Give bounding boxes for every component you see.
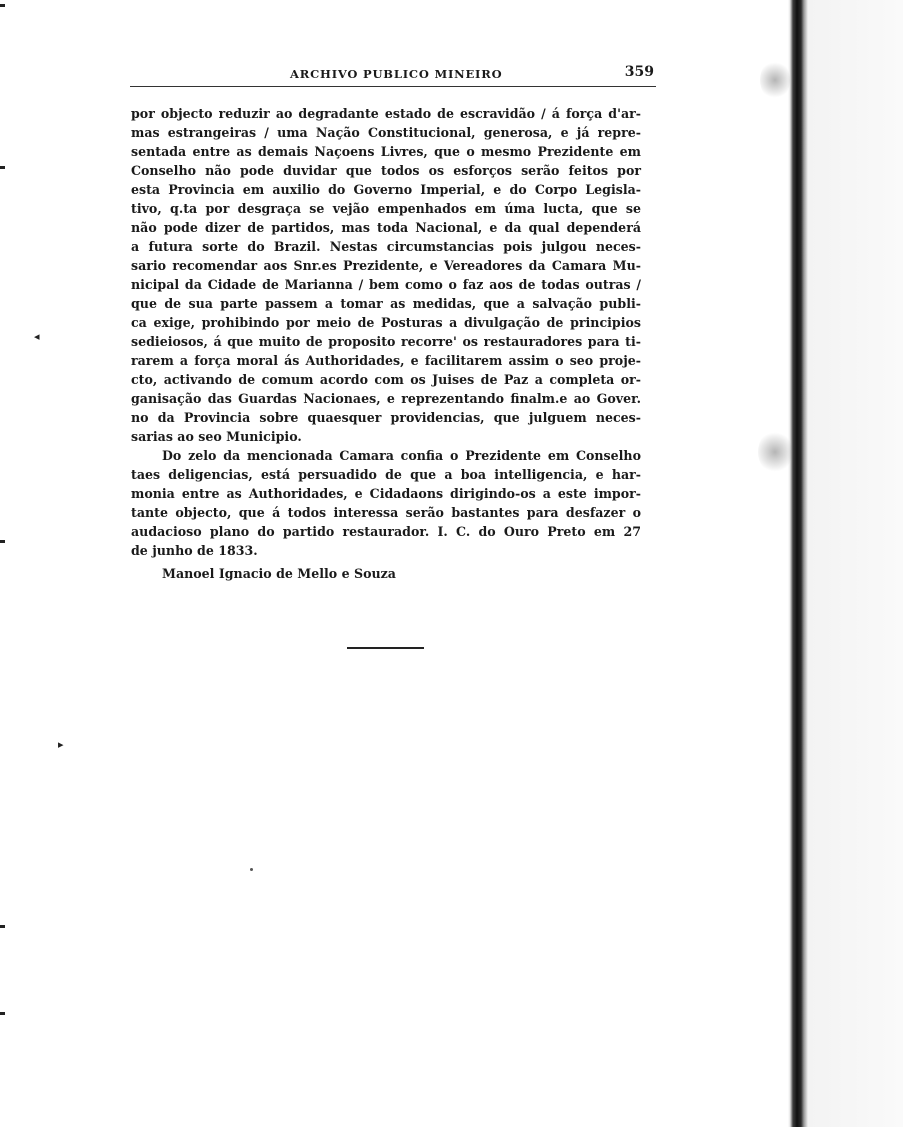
text-line: tivo, q.ta por desgraça se vejão empenhados em úma lucta, que se (131, 201, 641, 216)
running-title: ARCHIVO PUBLICO MINEIRO (290, 67, 503, 81)
signature: Manoel Ignacio de Mello e Souza (162, 566, 396, 581)
text-line: cto, activando de comum acordo com os Juises de Paz a completa or- (131, 372, 641, 387)
text-line: por objecto reduzir ao degradante estado de escravidão / á força d'ar- (131, 106, 641, 121)
text-line: sario recomendar aos Snr.es Prezidente, e Vereadores da Camara Mu- (131, 258, 641, 273)
text-line: audacioso plano do partido restaurador. I. C. do Ouro Preto em 27 (131, 524, 641, 539)
text-line: no da Provincia sobre quaesquer providencias, que julguem neces- (131, 410, 641, 425)
scan-speck (250, 868, 253, 871)
text-line: ganisação das Guardas Nacionaes, e reprezentando finalm.e ao Gover. (131, 391, 641, 406)
body-text (131, 104, 641, 560)
scan-smudge (758, 430, 792, 474)
edge-mark (0, 166, 5, 169)
text-line: sentada entre as demais Naçoens Livres, que o mesmo Prezidente em (131, 144, 641, 159)
text-line: sedieiosos, á que muito de proposito recorre' os restauradores para ti- (131, 334, 641, 349)
text-line: Conselho não pode duvidar que todos os esforços serão feitos por (131, 163, 641, 178)
left-page-edge (0, 0, 6, 1127)
end-rule (347, 647, 424, 649)
text-line: tante objecto, que á todos interessa serão bastantes para desfazer o (131, 505, 641, 520)
text-line: mas estrangeiras / uma Nação Constitucional, generosa, e já repre- (131, 125, 641, 140)
edge-mark (0, 540, 5, 543)
text-line: esta Provincia em auxilio do Governo Imperial, e do Corpo Legisla- (131, 182, 641, 197)
page-header (130, 64, 656, 87)
text-line: de junho de 1833. (131, 543, 258, 558)
edge-mark (0, 925, 5, 928)
page-number: 359 (624, 64, 654, 80)
text-line: a futura sorte do Brazil. Nestas circumstancias pois julgou neces- (131, 239, 641, 254)
text-line: nicipal da Cidade de Marianna / bem como o faz aos de todas outras / (131, 277, 641, 292)
text-line: não pode dizer de partidos, mas toda Nacional, e da qual dependerá (131, 220, 641, 235)
scan-smudge (760, 60, 790, 100)
text-line: rarem a força moral ás Authoridades, e facilitarem assim o seo proje- (131, 353, 641, 368)
margin-mark: ◂ (34, 330, 40, 343)
text-line: taes deligencias, está persuadido de que a boa intelligencia, e har- (131, 467, 641, 482)
right-page-edge (784, 0, 903, 1127)
margin-mark: ▸ (58, 738, 64, 751)
edge-mark (0, 4, 5, 7)
text-line: sarias ao seo Municipio. (131, 429, 302, 444)
text-line: Do zelo da mencionada Camara confia o Prezidente em Conselho (162, 448, 641, 463)
text-line: que de sua parte passem a tomar as medidas, que a salvação publi- (131, 296, 641, 311)
text-line: monia entre as Authoridades, e Cidadaons dirigindo-os a este impor- (131, 486, 641, 501)
text-line: ca exige, prohibindo por meio de Posturas a divulgação de principios (131, 315, 641, 330)
edge-mark (0, 1012, 5, 1015)
